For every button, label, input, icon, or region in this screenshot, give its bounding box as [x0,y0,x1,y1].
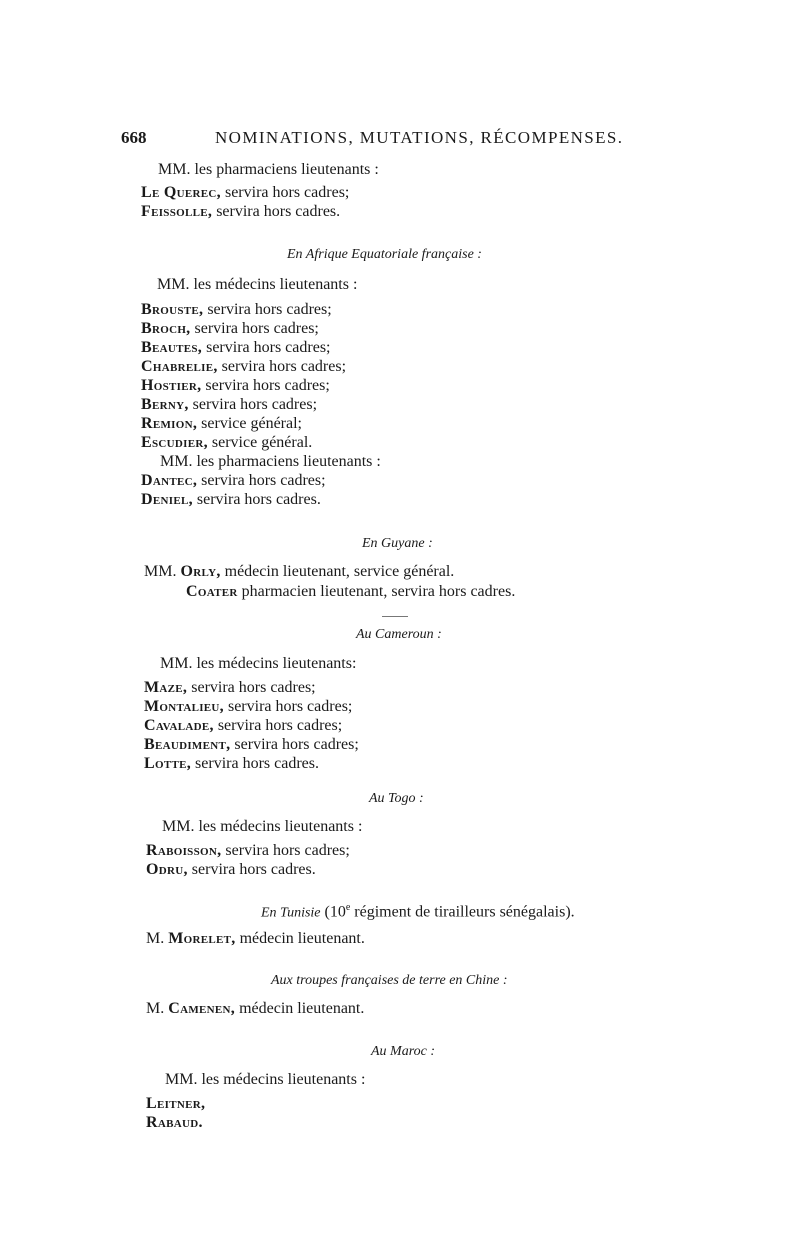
entry-line [141,376,330,396]
officer-name: Berny, [141,396,189,413]
entry-prefix: M. [146,930,169,947]
entry-line [141,319,319,339]
entry-line [141,395,317,415]
assignment-text: servira hors cadres. [187,861,316,878]
assignment-text: servira hors cadres; [203,301,332,318]
assignment-text: médecin lieutenant. [235,1000,365,1017]
assignment-text: service général; [197,415,302,432]
page-number: 668 [121,128,147,147]
entry-line [146,1094,205,1114]
officer-name: Camenen, [168,1000,236,1017]
assignment-text: servira hors cadres; [220,184,350,201]
intro-pharmaciens: MM. les pharmaciens lieutenants : [158,161,379,178]
section-heading: En Tunisie (10e régiment de tirailleurs sénégalais). [261,902,575,921]
officer-name: Leitner, [146,1095,206,1112]
officer-name: Orly, [180,563,221,580]
intro-medecins: MM. les médecins lieutenants : [162,818,363,835]
section-heading: Au Maroc : [371,1044,436,1059]
intro-medecins: MM. les médecins lieutenants: [160,655,357,672]
assignment-text: servira hors cadres; [202,339,331,356]
officer-name: Le Querec, [141,184,221,201]
intro-medecins: MM. les médecins lieutenants : [157,276,358,293]
officer-name: Chabrelie, [141,358,218,375]
entry-line [141,300,332,320]
entry-line [141,338,330,358]
regiment-name: régiment de tirailleurs sénégalais). [350,903,575,921]
assignment-text: servira hors cadres; [197,472,326,489]
officer-name: Beaudiment, [144,736,231,753]
assignment-text: service général. [207,434,313,451]
officer-name: Escudier, [141,434,208,451]
entry-line [141,414,302,434]
officer-name: Morelet, [168,930,236,947]
intro-medecins: MM. les médecins lieutenants : [165,1071,366,1088]
assignment-text: servira hors cadres; [187,679,316,696]
officer-name: Beautes, [141,339,203,356]
entry-line [144,697,352,717]
officer-name: Feissolle, [141,203,213,220]
entry-line [146,929,365,949]
assignment-text: médecin lieutenant. [235,930,365,947]
officer-name: Maze, [144,679,188,696]
entry-line [141,183,349,203]
section-heading: Au Cameroun : [356,627,442,642]
officer-name: Rabaud. [146,1114,203,1131]
section-heading: Au Togo : [369,791,424,806]
assignment-text: servira hors cadres; [230,736,359,753]
assignment-text: pharmacien lieutenant, servira hors cadres. [237,583,516,600]
assignment-text: servira hors cadres; [221,842,350,859]
assignment-text: servira hors cadres. [192,491,321,508]
entry-line [141,490,321,510]
entry-line [146,841,350,861]
assignment-text: servira hors cadres; [188,396,318,413]
section-heading: En Guyane : [362,536,433,551]
ordinal-suffix: e [345,902,351,913]
entry-line [146,1113,203,1133]
entry-line [141,471,326,491]
section-heading: En Afrique Equatoriale française : [287,247,482,262]
assignment-text: médecin lieutenant, service général. [220,563,455,580]
assignment-text: servira hors cadres; [201,377,330,394]
entry-line [144,716,342,736]
officer-name: Raboisson, [146,842,222,859]
running-title: NOMINATIONS, MUTATIONS, RÉCOMPENSES. [215,128,624,147]
assignment-text: servira hors cadres; [223,698,353,715]
officer-name: Odru, [146,861,188,878]
intro-pharmaciens: MM. les pharmaciens lieutenants : [160,453,381,470]
officer-name: Lotte, [144,755,192,772]
entry-prefix: M. [146,1000,169,1017]
assignment-text: servira hors cadres. [212,203,341,220]
entry-line [141,433,312,453]
officer-name: Deniel, [141,491,193,508]
assignment-text: servira hors cadres; [190,320,319,337]
regiment-number: 10 [329,903,346,921]
entry-line [146,860,316,880]
entry-line [146,999,364,1019]
officer-name: Coater [186,583,238,600]
heading-place: En Tunisie [261,905,321,921]
officer-name: Dantec, [141,472,198,489]
entry-prefix: MM. [144,563,181,580]
officer-name: Hostier, [141,377,202,394]
entry-line [186,582,515,602]
section-rule [382,616,408,617]
entry-line [144,735,359,755]
assignment-text: servira hors cadres; [213,717,343,734]
entry-line [144,562,454,582]
assignment-text: servira hors cadres; [217,358,347,375]
assignment-text: servira hors cadres. [191,755,319,772]
officer-name: Brouste, [141,301,204,318]
section-heading: Aux troupes françaises de terre en Chine : [271,973,508,988]
entry-line [141,357,346,377]
officer-name: Broch, [141,320,191,337]
officer-name: Cavalade, [144,717,214,734]
entry-line [144,678,316,698]
officer-name: Montalieu, [144,698,224,715]
entry-line [141,202,340,222]
entry-line [144,754,319,774]
officer-name: Remion, [141,415,198,432]
